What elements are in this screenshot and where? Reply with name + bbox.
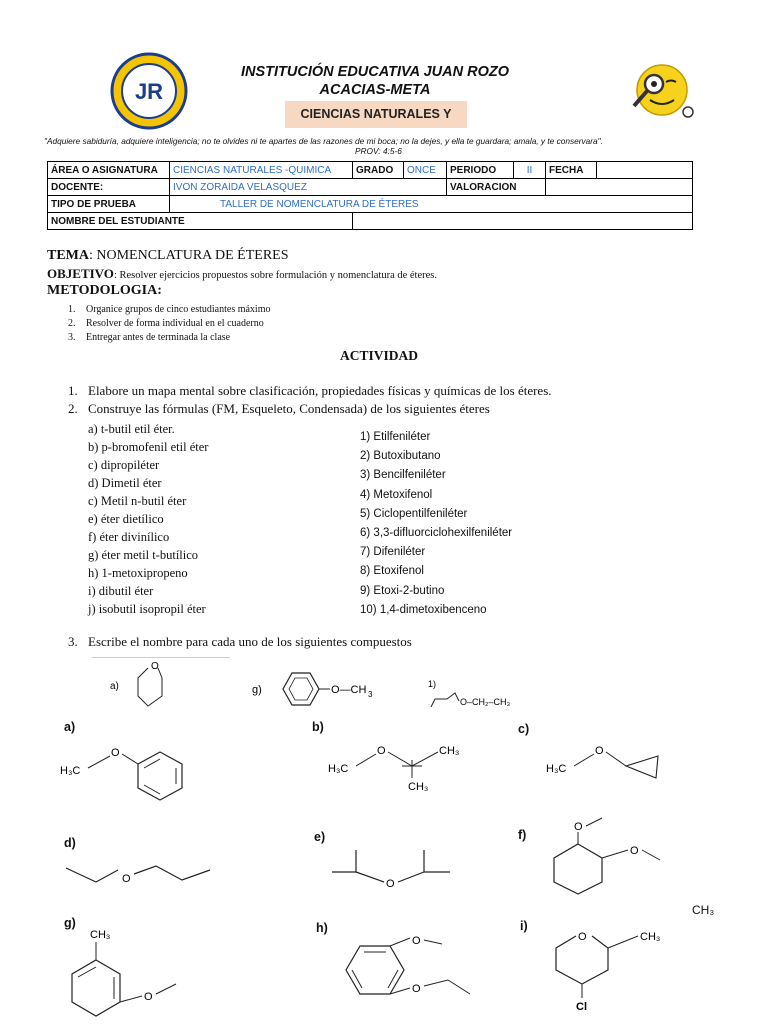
actividad-title: ACTIVIDAD — [340, 348, 419, 363]
structure-label-f: f) — [518, 828, 527, 842]
tema-value: : NOMENCLATURA DE ÉTERES — [89, 248, 289, 263]
objetivo-line — [47, 266, 437, 282]
list-item: 1. Organice grupos de cinco estudiantes máximo — [68, 304, 271, 315]
list-item: 1) Etilfeniléter — [360, 431, 431, 443]
structure-top-g — [252, 665, 402, 715]
atom-label: O—CH — [331, 684, 367, 696]
fecha-label: FECHA — [546, 162, 597, 179]
ether-list-b — [360, 428, 512, 620]
structure-label-c: c) — [518, 722, 530, 736]
list-item: 6) 3,3-difluorciclohexilfeniléter — [360, 527, 513, 540]
list-item: a) t-butil etil éter. — [88, 422, 175, 436]
atom-label: O — [111, 747, 120, 759]
atom-label: CH₃ — [640, 931, 661, 943]
valoracion-label: VALORACION — [447, 179, 546, 196]
list-item: j) isobutil isopropil éter — [88, 602, 206, 616]
structure-label: g) — [252, 684, 262, 696]
structure-label-i: i) — [520, 919, 528, 933]
structure-label-b: b) — [312, 720, 324, 734]
atom-label: O–CH₂–CH₃ — [460, 697, 511, 707]
structure-label: a) — [110, 681, 119, 692]
structure-label-d: d) — [64, 836, 76, 850]
atom-label: O — [578, 931, 587, 943]
area-value: CIENCIAS NATURALES -QUIMICA — [170, 162, 353, 179]
atom-label: CH₃ — [90, 929, 111, 941]
stray-fragment: CH₃ — [692, 903, 715, 917]
atom-label: O — [412, 935, 421, 947]
periodo-label: PERIODO — [447, 162, 514, 179]
question-text: Construye las fórmulas (FM, Esqueleto, Condensada) de los siguientes éteres — [88, 401, 490, 416]
atom-label: Cl — [576, 1001, 587, 1013]
tema-label: TEMA — [47, 248, 89, 263]
list-item: 10) 1,4-dimetoxibenceno — [360, 603, 487, 616]
list-item: g) éter metil t-butílico — [88, 548, 199, 562]
structure-label-g: g) — [64, 916, 76, 930]
atom-label: O — [122, 873, 131, 885]
atom-label: O — [412, 983, 421, 995]
tipo-prueba-label: TIPO DE PRUEBA — [48, 196, 170, 213]
question-3: 3. Escribe el nombre para cada uno de los siguientes compuestos — [68, 634, 412, 649]
list-item: d) Dimetil éter — [88, 476, 162, 490]
valoracion-value[interactable] — [546, 179, 693, 196]
list-item: h) 1-metoxipropeno — [88, 566, 188, 580]
atom-label: H₃C — [546, 763, 567, 775]
objetivo-label: OBJETIVO — [47, 266, 114, 281]
atom-label: H₃C — [60, 765, 81, 777]
list-item-text: Entregar antes de terminada la clase — [86, 332, 231, 343]
question-text: Escribe el nombre para cada uno de los siguientes compuestos — [88, 634, 412, 649]
structure-f — [546, 816, 686, 900]
atom-label: O — [595, 745, 604, 757]
nombre-estudiante-label: NOMBRE DEL ESTUDIANTE — [48, 213, 353, 230]
list-item: 2) Butoxibutano — [360, 450, 441, 463]
docente-label: DOCENTE: — [48, 179, 170, 196]
smiley-magnifier-icon — [628, 60, 698, 127]
list-item: 5) Ciclopentilfeniléter — [360, 507, 468, 520]
question-1: 1. Elabore un mapa mental sobre clasificación, propiedades físicas y químicas de los éteres. — [68, 383, 552, 398]
structure-label-e: e) — [314, 830, 326, 844]
grado-label: GRADO — [353, 162, 404, 179]
list-item: 2. Resolver de forma individual en el cuaderno — [68, 318, 264, 329]
list-item: c) dipropiléter — [88, 458, 160, 472]
list-item: i) dibutil éter — [88, 584, 154, 598]
tema-line — [47, 248, 289, 264]
structure-e — [328, 846, 468, 892]
logo-text: JR — [134, 79, 164, 104]
list-item: 7) Difeniléter — [360, 546, 426, 559]
list-item-text: Resolver de forma individual en el cuaderno — [86, 318, 264, 329]
grado-value: ONCE — [404, 162, 447, 179]
school-logo — [110, 52, 188, 135]
school-city: ACACIAS-META — [319, 82, 431, 98]
subscript: 3 — [368, 690, 373, 699]
structure-label-h: h) — [316, 921, 328, 935]
atom-label: O — [574, 821, 583, 833]
periodo-value: II — [514, 162, 546, 179]
structure-top-a — [100, 656, 190, 712]
student-info-table — [47, 161, 693, 230]
structure-label: 1) — [428, 679, 437, 689]
structure-top-1 — [425, 677, 535, 711]
objetivo-value: : Resolver ejercicios propuestos sobre formulación y nomenclatura de éteres. — [113, 270, 437, 281]
metodologia-label: METODOLOGIA: — [47, 283, 162, 298]
atom-label: O — [151, 661, 159, 672]
atom-label: CH₃ — [408, 781, 429, 793]
area-label: ÁREA O ASIGNATURA — [48, 162, 170, 179]
structure-label-a: a) — [64, 720, 76, 734]
structure-i — [546, 924, 706, 1016]
atom-label: O — [377, 745, 386, 757]
list-item: f) éter divinílico — [88, 530, 170, 544]
tipo-prueba-value: TALLER DE NOMENCLATURA DE ÉTERES — [170, 196, 693, 213]
atom-label: O — [630, 845, 639, 857]
list-item: 3. Entregar antes de terminada la clase — [68, 332, 231, 343]
list-item: 4) Metoxifenol — [360, 488, 433, 501]
structure-a — [60, 742, 220, 812]
bible-quote: "Adquiere sabiduría, adquiere inteligencia; no te olvides ni te apartes de las razones de mi boca; no la dejes, y ella te guardara; amala, y te conservara". — [44, 136, 603, 146]
docente-value: IVON ZORAIDA VELASQUEZ — [170, 179, 447, 196]
structure-c — [546, 740, 676, 790]
nombre-estudiante-value[interactable] — [353, 213, 693, 230]
quote-reference: PROV: 4:5-6 — [355, 146, 402, 156]
list-item: e) éter dietílico — [88, 512, 164, 526]
school-name: INSTITUCIÓN EDUCATIVA JUAN ROZO — [241, 64, 509, 80]
question-text: Elabore un mapa mental sobre clasificación, propiedades físicas y químicas de los éteres. — [88, 383, 552, 398]
fecha-value[interactable] — [597, 162, 693, 179]
list-item: b) p-bromofenil etil éter — [88, 440, 209, 454]
list-item: 9) Etoxi-2-butino — [360, 584, 445, 597]
atom-label: O — [144, 991, 153, 1003]
metodologia-list — [68, 303, 271, 345]
list-item: 3) Bencilfeniléter — [360, 469, 446, 482]
area-label-box: CIENCIAS NATURALES Y — [285, 101, 467, 128]
ether-list-a — [88, 420, 208, 618]
structure-d — [60, 856, 220, 896]
structure-h — [330, 930, 500, 1010]
structure-b — [328, 740, 478, 800]
list-item: 8) Etoxifenol — [360, 565, 424, 578]
atom-label: CH₃ — [439, 745, 460, 757]
atom-label: H₃C — [328, 763, 349, 775]
list-item-text: Organice grupos de cinco estudiantes máximo — [86, 304, 271, 315]
atom-label: O — [386, 878, 395, 890]
structure-g — [60, 926, 200, 1018]
question-2: 2. Construye las fórmulas (FM, Esqueleto, Condensada) de los siguientes éteres — [68, 401, 490, 416]
list-item: c) Metil n-butil éter — [88, 494, 187, 508]
